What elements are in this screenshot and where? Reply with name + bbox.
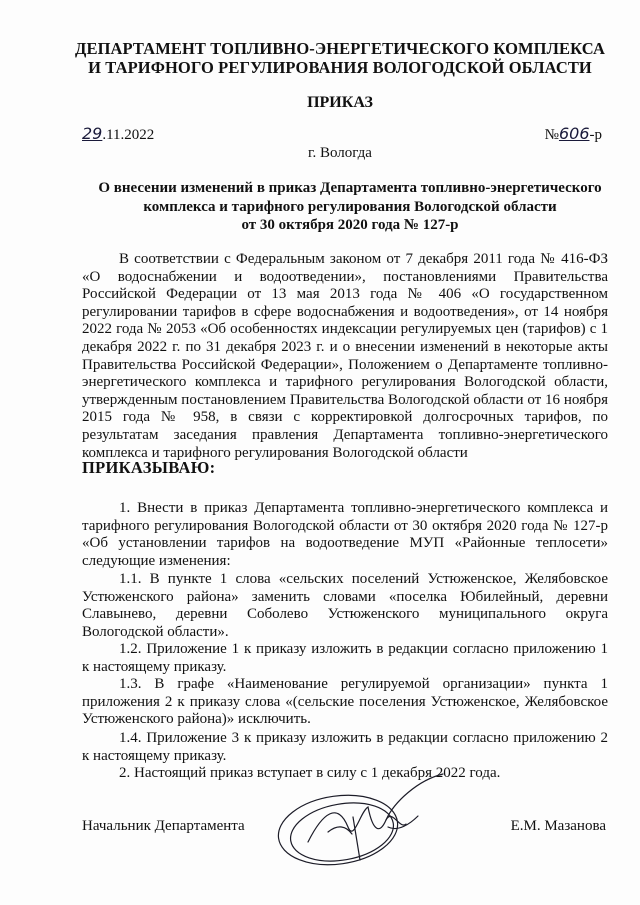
- document-city: г. Вологда: [308, 145, 372, 161]
- subject-line-2: комплекса и тарифного регулирования Вологодской области: [143, 198, 557, 215]
- document-date: [82, 124, 154, 144]
- signatory-name: Е.М. Мазанова: [510, 818, 606, 834]
- handwritten-signature-icon: [268, 772, 468, 892]
- number-prefix: №: [544, 127, 559, 143]
- item-2-paragraph: 2. Настоящий приказ вступает в силу с 1 декабря 2022 года.: [119, 765, 501, 781]
- number-suffix: -р: [589, 127, 602, 143]
- date-month-year: .11.2022: [102, 127, 155, 143]
- subject-line-1: О внесении изменений в приказ Департамента топливно-энергетического: [98, 180, 602, 196]
- department-header: [60, 39, 620, 77]
- department-line-2: И ТАРИФНОГО РЕГУЛИРОВАНИЯ ВОЛОГОДСКОЙ ОБЛАСТИ: [88, 58, 592, 77]
- number-handwritten: 606: [558, 124, 590, 143]
- document-number: [545, 124, 602, 144]
- document-subject: [80, 179, 620, 235]
- signatory-title: Начальник Департамента: [82, 818, 245, 834]
- department-line-1: ДЕПАРТАМЕНТ ТОПЛИВНО-ЭНЕРГЕТИЧЕСКОГО КОМПЛЕКСА: [75, 39, 605, 58]
- item-1-2-paragraph: 1.2. Приложение 1 к приказу изложить в редакции согласно приложению 1 к настоящему приказу.: [82, 641, 608, 675]
- document-type-title: ПРИКАЗ: [307, 94, 373, 111]
- item-1-paragraph: 1. Внести в приказ Департамента топливно-энергетического комплекса и тарифного регулирования Вологодской области от 30 октября 2020 года № 127-р «Об установлении тарифов на водоотведение МУП «Районные теплосети» следующие изменения:: [82, 500, 608, 569]
- preamble-paragraph: В соответствии с Федеральным законом от 7 декабря 2011 года № 416-ФЗ «О водоснабжении и водоотведении», постановлениями Правительства Российской Федерации от 13 мая 2013 года № 406 «О государственном регулировании тарифов в сфере водоснабжения и водоотведения», от 14 ноября 2022 года № 2053 «Об особенностях индексации регулируемых цен (тарифов) с 1 декабря 2022 г. по 31 декабря 2023 г. и о внесении изменений в некоторые акты Правительства Российской Федерации», Положением о Департаменте топливно-энергетического комплекса и тарифного регулирования Вологодской области, утвержденным постановлением Правительства Вологодской области от 16 ноября 2015 года № 958, в связи с корректировкой долгосрочных тарифов, по результатам заседания правления Департамента топливно-энергетического комплекса и тарифного регулирования Вологодской области: [82, 251, 608, 461]
- item-1-4-paragraph: 1.4. Приложение 3 к приказу изложить в редакции согласно приложению 2 к настоящему приказу.: [82, 730, 608, 764]
- item-1-1-paragraph: 1.1. В пункте 1 слова «сельских поселений Устюженское, Желябовское Устюженского района» заменить словами «поселка Юбилейный, деревни Славынево, деревни Соболево Устюженского муниципального округа Вологодской области».: [82, 571, 608, 640]
- item-1-3-paragraph: 1.3. В графе «Наименование регулируемой организации» пункта 1 приложения 2 к приказу слова «(сельские поселения Устюженское, Желябовское Устюженского района)» исключить.: [82, 676, 608, 728]
- decree-heading: ПРИКАЗЫВАЮ:: [82, 458, 216, 477]
- subject-line-3: от 30 октября 2020 года № 127-р: [241, 217, 459, 233]
- date-day-handwritten: 29: [82, 124, 103, 143]
